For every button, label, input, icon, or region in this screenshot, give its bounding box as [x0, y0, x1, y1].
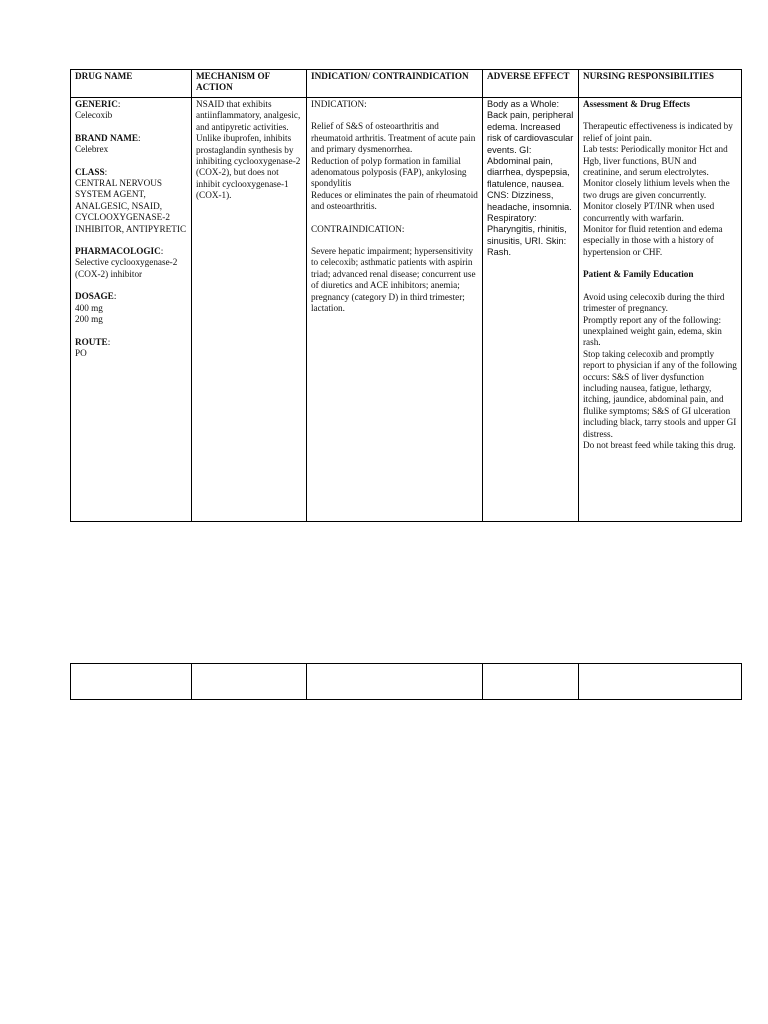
class-value: CENTRAL NERVOUS SYSTEM AGENT, ANALGESIC, NSAID, CYCLOOXYGENASE-2 INHIBITOR, ANTIPYRETIC	[75, 178, 187, 234]
indication-heading: INDICATION:	[311, 99, 367, 109]
generic-value: Celecoxib	[75, 110, 113, 121]
indication-text-2: Reduction of polyp formation in familial adenomatous polyposis (FAP), ankylosing spondylitis	[311, 155, 467, 189]
content-row	[71, 98, 742, 522]
empty-cell-3	[307, 664, 483, 700]
empty-cell-5	[579, 664, 742, 700]
header-adverse-effect: ADVERSE EFFECT	[483, 70, 579, 98]
indication-cell	[307, 98, 483, 522]
route-label: ROUTE	[75, 336, 108, 347]
empty-cell-2	[192, 664, 307, 700]
assessment-item-4: Monitor closely PT/INR when used concurrently with warfarin.	[583, 201, 715, 223]
header-row	[71, 70, 742, 98]
pharmacologic-label: PHARMACOLOGIC	[75, 246, 161, 257]
assessment-item-3: Monitor closely lithium levels when the two drugs are given concurrently.	[583, 178, 730, 200]
education-heading: Patient & Family Education	[583, 269, 694, 280]
adverse-effect-text: Body as a Whole: Back pain, peripheral edema. Increased risk of cardiovascular events. GI: Abdominal pain, diarrhea, dyspepsia, flatulence, nausea. CNS: Dizziness, headache, insomnia. Respiratory: Pharyngitis, rhinitis, sinusitis, URI. Skin: Rash.	[487, 99, 574, 258]
contraindication-heading: CONTRAINDICATION:	[311, 223, 405, 234]
indication-text-1: Relief of S&S of osteoarthritis and rheumatoid arthritis. Treatment of acute pain and primary dysmenorrhea.	[311, 121, 476, 155]
mechanism-text: NSAID that exhibits antiinflammatory, analgesic, and antipyretic activities. Unlike ibuprofen, inhibits prostaglandin synthesis by inhibiting cyclooxygenase-2 (COX-2), but does not inhibit cyclooxygenase-1 (COX-1).	[196, 99, 301, 201]
nursing-cell	[579, 98, 742, 522]
assessment-item-1: Therapeutic effectiveness is indicated by relief of joint pain.	[583, 121, 733, 143]
education-item-4: Do not breast feed while taking this drug.	[583, 439, 736, 450]
header-indication: INDICATION/ CONTRAINDICATION	[307, 70, 483, 98]
drug-card-table	[70, 69, 742, 522]
indication-text-3: Reduces or eliminates the pain of rheumatoid and osteoarthritis.	[311, 189, 478, 212]
dosage-value-1: 400 mg	[75, 302, 103, 313]
empty-row	[71, 664, 742, 700]
education-item-3: Stop taking celecoxib and promptly report to physician if any of the following occurs: S&S of liver dysfunction including nausea, fatigue, lethargy, itching, jaundice, abdominal pain, and flulike symptoms; S&S of GI ulceration including black, tarry stools and upper GI distress.	[583, 348, 737, 439]
education-item-1: Avoid using celecoxib during the third trimester of pregnancy.	[583, 291, 725, 314]
header-drug-name: DRUG NAME	[71, 70, 192, 98]
class-label: CLASS	[75, 166, 105, 177]
drug-name-cell: GENERIC: Celecoxib BRAND NAME: Celebrex CLASS: CENTRAL NERVOUS SYSTEM AGENT, ANALGESIC, NSAID, CYCLOOXYGENASE-2 INHIBITOR, ANTIPYRETIC PHARMACOLOGIC: Selective cyclooxygenase-2 (COX-2) inhibitor DOSAGE: 400 mg 200 mg ROUTE: PO	[71, 98, 192, 522]
brand-value: Celebrex	[75, 144, 109, 155]
header-mechanism: MECHANISM OF ACTION	[192, 70, 307, 98]
assessment-item-2: Lab tests: Periodically monitor Hct and Hgb, liver functions, BUN and creatinine, and serum electrolytes.	[583, 144, 728, 178]
empty-cell-1	[71, 664, 192, 700]
adverse-effect-cell	[483, 98, 579, 522]
brand-label: BRAND NAME	[75, 132, 139, 143]
empty-table	[70, 663, 742, 700]
education-item-2: Promptly report any of the following: unexplained weight gain, edema, skin rash.	[583, 314, 722, 348]
pharmacologic-value: Selective cyclooxygenase-2 (COX-2) inhibitor	[75, 257, 178, 279]
route-value: PO	[75, 347, 87, 358]
dosage-label: DOSAGE	[75, 291, 114, 302]
dosage-value-2: 200 mg	[75, 314, 103, 325]
contraindication-text: Severe hepatic impairment; hypersensitivity to celecoxib; asthmatic patients with aspirin triad; advanced renal disease; concurrent use of diuretics and ACE inhibitors; anemia; pregnancy (category D) in third trimester; lactation.	[311, 246, 476, 314]
header-nursing: NURSING RESPONSIBILITIES	[579, 70, 742, 98]
generic-label: GENERIC	[75, 99, 118, 109]
assessment-heading: Assessment & Drug Effects	[583, 99, 690, 109]
assessment-item-5: Monitor for fluid retention and edema especially in those with a history of hypertension or CHF.	[583, 224, 723, 257]
mechanism-cell	[192, 98, 307, 522]
empty-cell-4	[483, 664, 579, 700]
